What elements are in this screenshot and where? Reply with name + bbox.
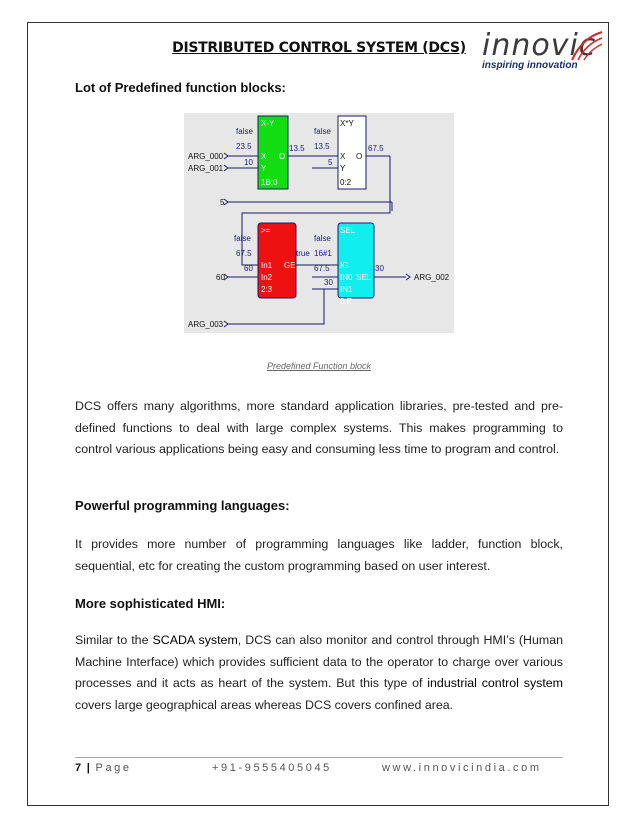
svg-text:SEL: SEL	[340, 226, 356, 235]
svg-text:23.5: 23.5	[236, 142, 252, 151]
heading-programming-languages: Powerful programming languages:	[75, 498, 290, 513]
logo-tagline: inspiring innovation	[482, 60, 578, 71]
svg-text:X-Y: X-Y	[261, 119, 275, 128]
svg-text:IN1: IN1	[340, 285, 353, 294]
svg-text:2:3: 2:3	[261, 285, 273, 294]
svg-text:3:E: 3:E	[340, 297, 353, 306]
svg-text:13.5: 13.5	[314, 142, 330, 151]
svg-text:16#1: 16#1	[314, 249, 332, 258]
dcs-algorithms-paragraph: DCS offers many algorithms, more standard application libraries, pre-tested and pre-defined functions to deal with large complex systems. This makes programming to control various applications being easy and consuming less time to program and control.	[75, 399, 563, 456]
svg-text:67.5: 67.5	[314, 264, 330, 273]
function-block-diagram	[184, 113, 454, 333]
svg-text:67.5: 67.5	[368, 144, 384, 153]
svg-text:30: 30	[375, 264, 384, 273]
page-separator: |	[86, 762, 90, 774]
svg-text:>=: >=	[261, 226, 271, 235]
footer-website[interactable]: www.innovicindia.com	[382, 762, 542, 774]
svg-text:In1: In1	[261, 261, 273, 270]
svg-text:false: false	[234, 234, 251, 243]
page-word: Page	[95, 762, 132, 774]
svg-text:GE: GE	[284, 261, 296, 270]
svg-text:60: 60	[244, 264, 253, 273]
svg-text:SEL: SEL	[356, 273, 372, 282]
svg-text:ARG_003: ARG_003	[188, 320, 224, 329]
svg-text:67.5: 67.5	[236, 249, 252, 258]
logo-swoosh-icon	[568, 30, 604, 64]
footer-page	[75, 762, 132, 774]
svg-text:X: X	[340, 152, 346, 161]
svg-text:10: 10	[244, 158, 253, 167]
svg-text:false: false	[236, 127, 253, 136]
svg-text:ARG_000: ARG_000	[188, 152, 224, 161]
svg-text:5: 5	[220, 198, 225, 207]
svg-text:false: false	[314, 234, 331, 243]
svg-text:60: 60	[216, 273, 225, 282]
heading-hmi: More sophisticated HMI:	[75, 596, 226, 611]
svg-text:Y: Y	[261, 164, 267, 173]
footer-divider	[75, 757, 563, 758]
heading-predefined-blocks: Lot of Predefined function blocks:	[75, 80, 286, 95]
svg-text:0:2: 0:2	[340, 178, 352, 187]
svg-text:X*Y: X*Y	[340, 119, 354, 128]
hmi-text-middle: , DCS can also monitor and control through HMI’s (Human Machine Interface) which provides sufficient data to the operator to charge over various processes and it acts as heart of the system. But this type of	[75, 633, 563, 690]
figure-caption: Predefined Function block	[266, 361, 372, 371]
svg-text:1B:0: 1B:0	[261, 178, 278, 187]
function-block-svg	[184, 113, 454, 333]
hmi-text-start: Similar to the	[75, 633, 153, 647]
innovic-logo	[478, 28, 603, 76]
svg-text:false: false	[314, 127, 331, 136]
hmi-paragraph	[75, 630, 563, 716]
svg-text:IG: IG	[340, 261, 349, 270]
svg-text:O: O	[279, 152, 286, 161]
hmi-text-end: covers large geographical areas whereas DCS covers confined area.	[75, 697, 454, 712]
svg-text:IN0: IN0	[340, 273, 353, 282]
svg-text:5: 5	[328, 158, 333, 167]
svg-text:In2: In2	[261, 273, 273, 282]
logo-wordmark: innovic	[482, 28, 597, 63]
svg-text:ARG_001: ARG_001	[188, 164, 224, 173]
svg-text:13.5: 13.5	[289, 144, 305, 153]
svg-text:Y: Y	[340, 164, 346, 173]
languages-paragraph: It provides more number of programming languages like ladder, function block, sequential, etc for creating the custom programming based on user interest.	[75, 537, 563, 573]
industrial-control-system-link[interactable]: industrial control system	[427, 676, 563, 690]
svg-text:30: 30	[324, 278, 333, 287]
svg-text:ARG_002: ARG_002	[414, 273, 450, 282]
svg-text:X: X	[261, 152, 267, 161]
document-title: DISTRIBUTED CONTROL SYSTEM (DCS)	[172, 40, 466, 56]
svg-text:O: O	[356, 152, 363, 161]
page-number: 7	[75, 762, 82, 774]
footer-phone: +91-9555405045	[212, 762, 332, 774]
svg-text:true: true	[296, 249, 310, 258]
scada-system-link[interactable]: SCADA system	[152, 633, 238, 647]
